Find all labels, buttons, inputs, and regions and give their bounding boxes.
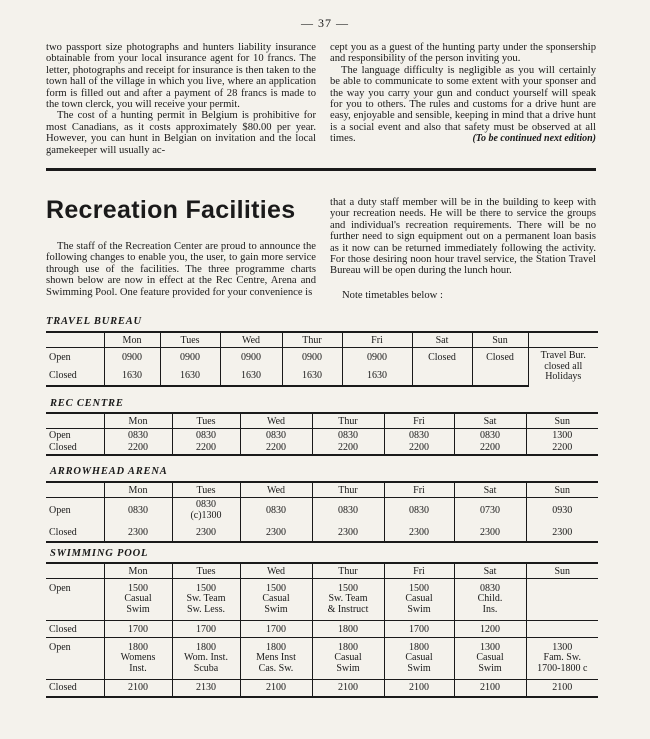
table-row — [46, 638, 598, 680]
day-header: Sun — [526, 482, 598, 498]
time-cell: 2200 — [312, 442, 384, 455]
time-cell: 2200 — [526, 442, 598, 455]
session-cell: 1800 Casual Swim — [384, 638, 454, 680]
time-cell: 2130 — [172, 680, 240, 697]
time-cell: 1700 — [104, 621, 172, 638]
row-label: Open — [49, 351, 71, 363]
row-label: Closed — [46, 442, 104, 455]
article-paragraph: The cost of a hunting permit in Belgium is prohibitive for most Canadians, as it costs approximately $80.00 per year. However, you can hunt in Belgian on invitation and the local gamekeeper will usually ac- — [46, 110, 316, 156]
table-title-travel-bureau: TRAVEL BUREAU — [46, 316, 142, 327]
timetables-note: Note timetables below : — [342, 290, 443, 301]
article-paragraph: The language difficulty is negligible as you will certainly be able to communicate to some extent with your sponser and the way you carry your gun and conduct yourself will speak for you to others. The rules and customs for a drive hunt are easy, enjoyable and sensible, keeping in mind that a drive hunt is a social event and also that safety must be observed at all times. — [330, 64, 596, 145]
time-cell: 1700 — [240, 621, 312, 638]
session-cell: 1800 Casual Swim — [312, 638, 384, 680]
day-header: Tues — [172, 413, 240, 429]
day-header: Wed — [240, 482, 312, 498]
article-paragraph: cept you as a guest of the hunting party under the sponsership and responsibility of the person inviting you. — [330, 42, 596, 65]
row-label: Closed — [46, 680, 104, 697]
day-header: Sat — [454, 482, 526, 498]
time-cell: 1630 — [282, 367, 342, 386]
time-cell: 0730 — [454, 498, 526, 524]
holiday-remark: Travel Bur. closed all Holidays — [528, 348, 598, 386]
row-label: Closed — [46, 621, 104, 638]
time-cell: 2300 — [526, 524, 598, 542]
time-cell: 0830 — [384, 498, 454, 524]
recreation-intro-right: that a duty staff member will be in the building to keep with your recreation needs. He will be there to service the groups and individual's recreation requirements. There will be no further need to sign equipment out on a permanent loan basis as it now can be returned immediately following the activity. For those desiring noon hour travel service, the Station Travel Bureau will be open during the lunch hour. — [330, 197, 596, 277]
table-row — [46, 579, 598, 621]
table-title-arena: ARROWHEAD ARENA — [50, 466, 168, 477]
time-cell: 2200 — [172, 442, 240, 455]
time-cell-extra: (c)1300 — [190, 509, 222, 521]
day-header: Mon — [104, 413, 172, 429]
table-row — [46, 442, 598, 455]
time-cell: 2100 — [384, 680, 454, 697]
time-cell: 1700 — [172, 621, 240, 638]
day-header: Mon — [104, 482, 172, 498]
table-header-row — [46, 332, 598, 348]
time-cell: 0900 — [342, 348, 412, 367]
time-cell: 2100 — [312, 680, 384, 697]
day-header: Thur — [312, 413, 384, 429]
rec-centre-table — [46, 412, 598, 456]
day-header: Fri — [384, 563, 454, 579]
time-cell: 2200 — [454, 442, 526, 455]
table-row — [46, 498, 598, 524]
time-cell: 0830 (c)1300 — [172, 498, 240, 524]
day-header: Fri — [342, 332, 412, 348]
article-left-column — [46, 42, 316, 156]
day-header: Wed — [220, 332, 282, 348]
table-header-row — [46, 482, 598, 498]
day-header: Sun — [526, 563, 598, 579]
session-cell: 1800 Womens Inst. — [104, 638, 172, 680]
time-cell: 0900 — [282, 348, 342, 367]
table-row — [46, 680, 598, 697]
row-label: Open — [49, 583, 71, 594]
time-cell: 0830 — [104, 498, 172, 524]
day-header: Tues — [172, 482, 240, 498]
page-number: — 37 — — [301, 16, 349, 30]
time-cell: 2100 — [526, 680, 598, 697]
time-cell: 2100 — [104, 680, 172, 697]
article-paragraph: two passport size photographs and hunters liability insurance obtainable from your local insurance agent for 10 francs. The letter, photographs and receipt for insurance is then taken to the town hall of the village in which you live, where an application form is filled out and after a payment of 28 francs is made to the town clerck, you will receive your permit. — [46, 42, 316, 111]
table-row — [46, 621, 598, 638]
time-cell: 2100 — [240, 680, 312, 697]
travel-bureau-table — [46, 331, 598, 387]
day-header: Thur — [282, 332, 342, 348]
time-cell: 2200 — [384, 442, 454, 455]
time-cell: 0830 — [104, 429, 172, 442]
time-cell: 2300 — [240, 524, 312, 542]
session-cell: 1800 Mens Inst Cas. Sw. — [240, 638, 312, 680]
recreation-intro-left: The staff of the Recreation Center are proud to announce the following changes to enable you, the user, to gain more service through use of the facilities. The three programme charts shown below are now in effect at the Rec Centre, Arena and Swimming Pool. One feature provided for your convenience is — [46, 241, 316, 298]
time-cell: 0900 — [104, 348, 160, 367]
table-title-rec-centre: REC CENTRE — [50, 398, 124, 409]
session-cell: 1800 Wom. Inst. Scuba — [172, 638, 240, 680]
table-header-row — [46, 563, 598, 579]
day-header: Sun — [472, 332, 528, 348]
day-header: Thur — [312, 563, 384, 579]
session-cell: 1500 Casual Swim — [384, 579, 454, 621]
time-cell: 0830 — [454, 429, 526, 442]
time-cell: 2200 — [240, 442, 312, 455]
time-cell: 2100 — [454, 680, 526, 697]
row-label: Open — [49, 429, 71, 441]
time-cell: 0830 — [384, 429, 454, 442]
time-cell: 2300 — [172, 524, 240, 542]
time-cell: 1300 — [526, 429, 598, 442]
time-cell: 2300 — [454, 524, 526, 542]
time-cell: 1630 — [104, 367, 160, 386]
time-cell: 0830 — [312, 498, 384, 524]
section-divider — [46, 168, 596, 171]
time-cell: 1630 — [342, 367, 412, 386]
time-cell: Closed — [412, 348, 472, 367]
day-header: Mon — [104, 563, 172, 579]
day-header: Mon — [104, 332, 160, 348]
day-header: Fri — [384, 413, 454, 429]
table-row — [46, 367, 598, 386]
time-cell: 0830 — [240, 429, 312, 442]
table-title-swimming-pool: SWIMMING POOL — [50, 548, 149, 559]
day-header: Fri — [384, 482, 454, 498]
table-row — [46, 524, 598, 542]
time-cell: 2300 — [384, 524, 454, 542]
time-cell: 0830 — [172, 429, 240, 442]
article-right-column — [330, 42, 596, 145]
row-label: Closed — [46, 367, 104, 386]
time-cell: 0900 — [220, 348, 282, 367]
time-cell: Closed — [472, 348, 528, 367]
time-cell: 0900 — [160, 348, 220, 367]
time-cell: 2300 — [312, 524, 384, 542]
day-header: Tues — [172, 563, 240, 579]
session-cell: 1500 Casual Swim — [240, 579, 312, 621]
day-header: Wed — [240, 413, 312, 429]
swimming-pool-table — [46, 562, 598, 698]
session-cell: 1500 Casual Swim — [104, 579, 172, 621]
table-header-row — [46, 413, 598, 429]
row-label: Closed — [46, 524, 104, 542]
table-row — [46, 429, 598, 442]
time-cell: 0830 — [240, 498, 312, 524]
time-cell: 1800 — [312, 621, 384, 638]
session-cell: 1300 Fam. Sw. 1700-1800 c — [526, 638, 598, 680]
time-cell: 1200 — [454, 621, 526, 638]
arena-table — [46, 481, 598, 543]
time-cell: 0930 — [526, 498, 598, 524]
session-cell: 1500 Sw. Team & Instruct — [312, 579, 384, 621]
day-header: Sat — [454, 413, 526, 429]
day-header: Thur — [312, 482, 384, 498]
section-title: Recreation Facilities — [46, 196, 296, 224]
row-label: Open — [46, 638, 104, 680]
row-label: Open — [49, 505, 71, 517]
day-header: Sat — [454, 563, 526, 579]
day-header: Wed — [240, 563, 312, 579]
session-cell: 1300 Casual Swim — [454, 638, 526, 680]
day-header: Tues — [160, 332, 220, 348]
table-row — [46, 348, 598, 367]
day-header: Sat — [412, 332, 472, 348]
session-cell: 0830 Child. Ins. — [454, 579, 526, 621]
time-cell: 1630 — [160, 367, 220, 386]
time-cell: 1700 — [384, 621, 454, 638]
time-cell: 2300 — [104, 524, 172, 542]
day-header: Sun — [526, 413, 598, 429]
time-cell: 2200 — [104, 442, 172, 455]
time-cell: 0830 — [312, 429, 384, 442]
session-cell: 1500 Sw. Team Sw. Less. — [172, 579, 240, 621]
time-cell: 1630 — [220, 367, 282, 386]
continued-note: (To be continued next edition) — [472, 133, 596, 145]
